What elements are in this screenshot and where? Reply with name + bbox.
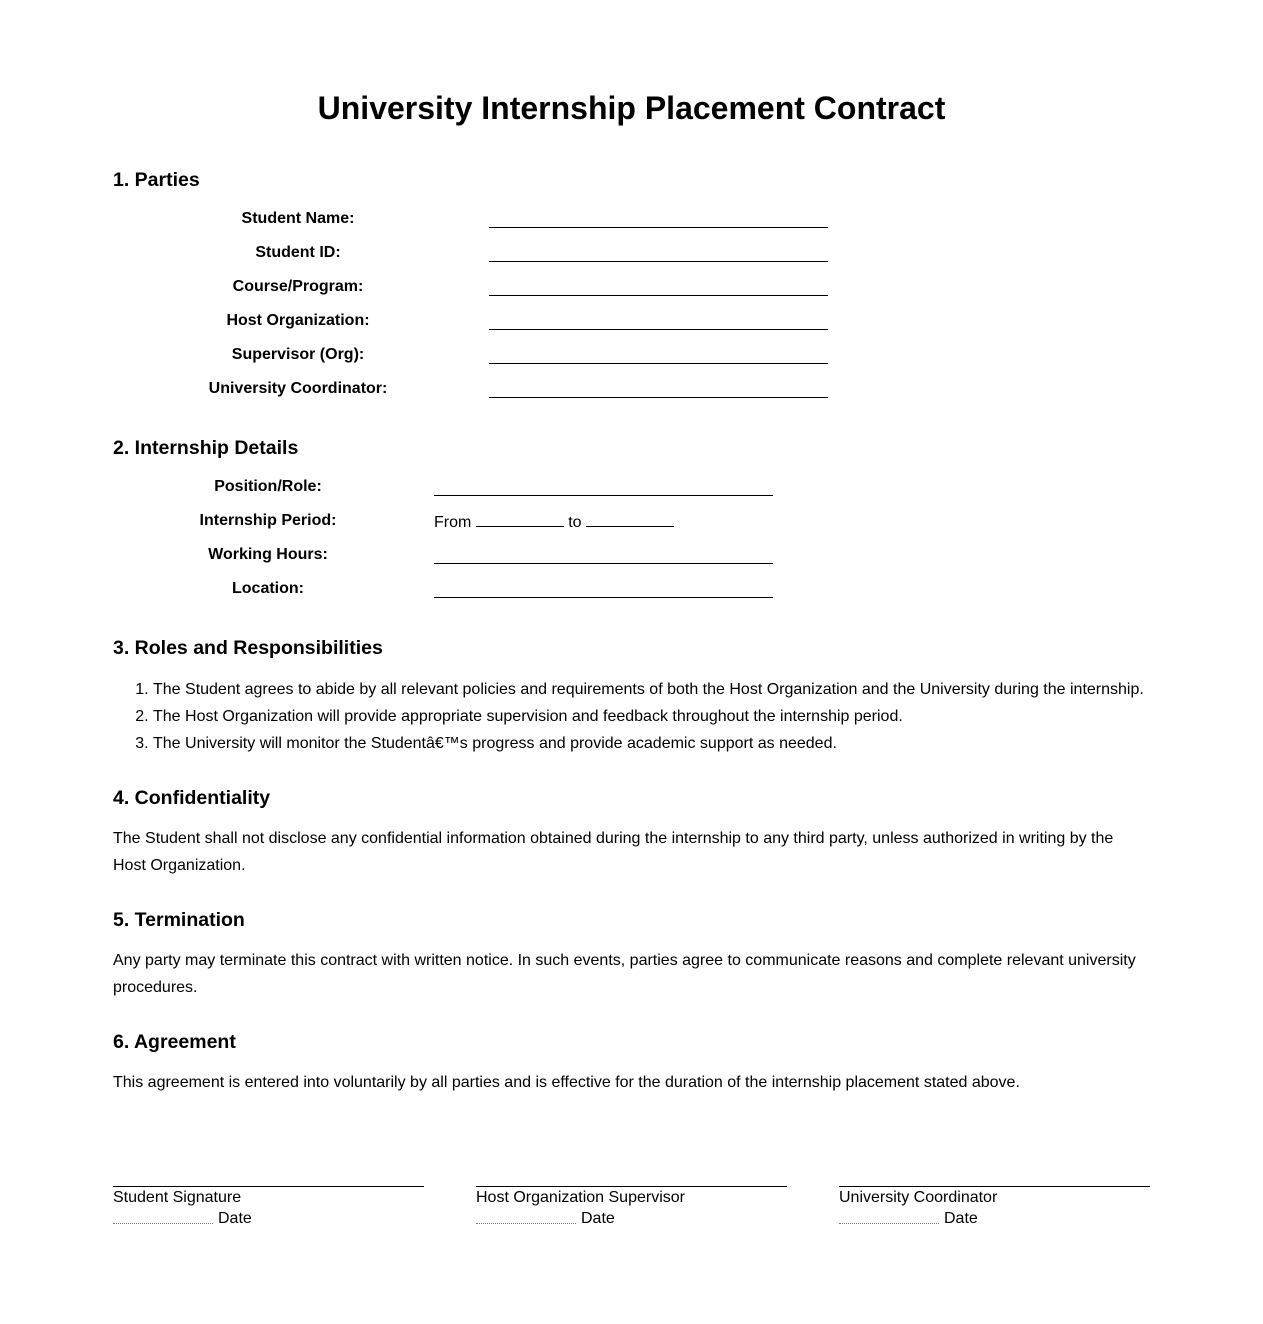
supervisor-org-label: Supervisor (Org): [231, 346, 365, 363]
coordinator-signature-line[interactable] [839, 1186, 1150, 1187]
date-field[interactable] [113, 1223, 213, 1224]
section-heading-agreement: 6. Agreement [113, 1031, 236, 1053]
from-label: From [434, 514, 472, 531]
location-field[interactable] [434, 597, 773, 598]
termination-text: Any party may terminate this contract with written notice. In such events, parties agree to communicate reasons and complete relevant university procedures. [113, 952, 1136, 996]
position-role-label: Position/Role: [214, 478, 322, 495]
host-organization-label: Host Organization: [226, 312, 370, 329]
date-label: Date [218, 1210, 252, 1227]
section-heading-confidentiality: 4. Confidentiality [113, 787, 271, 809]
signature-name: Student Signature [113, 1189, 242, 1206]
student-id-label: Student ID: [255, 244, 341, 261]
period-from-input[interactable] [476, 512, 564, 527]
student-signature-line[interactable] [113, 1186, 424, 1187]
date-field[interactable] [839, 1223, 939, 1224]
list-item: 1. The Student agrees to abide by all relevant policies and requirements of both the Host Organization and the University during the internship. [153, 676, 1144, 703]
internship-period-label: Internship Period: [199, 512, 337, 529]
host-supervisor-signature-line[interactable] [476, 1186, 787, 1187]
agreement-text: This agreement is entered into voluntarily by all parties and is effective for the duration of the internship placement stated above. [113, 1074, 1020, 1091]
section-heading-termination: 5. Termination [113, 909, 245, 931]
list-item: 2. The Host Organization will provide appropriate supervision and feedback throughout the internship period. [153, 703, 1144, 730]
location-label: Location: [232, 580, 304, 597]
course-program-field[interactable] [489, 295, 828, 296]
internship-period-field [434, 512, 674, 532]
host-organization-field[interactable] [489, 329, 828, 330]
course-program-label: Course/Program: [232, 278, 364, 295]
to-label: to [568, 514, 582, 531]
working-hours-field[interactable] [434, 563, 773, 564]
page-title: University Internship Placement Contract [317, 90, 946, 126]
list-item: 3. The University will monitor the Studentâ€™s progress and provide academic support as needed. [153, 730, 1144, 757]
section-heading-roles: 3. Roles and Responsibilities [113, 637, 383, 659]
university-coordinator-label: University Coordinator: [208, 380, 388, 397]
section-heading-details: 2. Internship Details [113, 437, 299, 459]
student-name-label: Student Name: [241, 210, 355, 227]
host-supervisor-signature-block [476, 1186, 787, 1228]
responsibilities-list [113, 676, 1144, 757]
student-name-field[interactable] [489, 227, 828, 228]
date-field[interactable] [476, 1223, 576, 1224]
university-coordinator-field[interactable] [489, 397, 828, 398]
student-signature-block [113, 1186, 424, 1228]
signature-name: University Coordinator [839, 1189, 998, 1206]
date-label: Date [944, 1210, 978, 1227]
signature-name: Host Organization Supervisor [476, 1189, 685, 1206]
working-hours-label: Working Hours: [208, 546, 328, 563]
period-to-input[interactable] [586, 512, 674, 527]
coordinator-signature-block [839, 1186, 1150, 1228]
section-heading-parties: 1. Parties [113, 169, 200, 191]
supervisor-org-field[interactable] [489, 363, 828, 364]
student-id-field[interactable] [489, 261, 828, 262]
confidentiality-text: The Student shall not disclose any confidential information obtained during the internship to any third party, unless authorized in writing by the Host Organization. [113, 830, 1114, 874]
date-label: Date [581, 1210, 615, 1227]
position-role-field[interactable] [434, 495, 773, 496]
